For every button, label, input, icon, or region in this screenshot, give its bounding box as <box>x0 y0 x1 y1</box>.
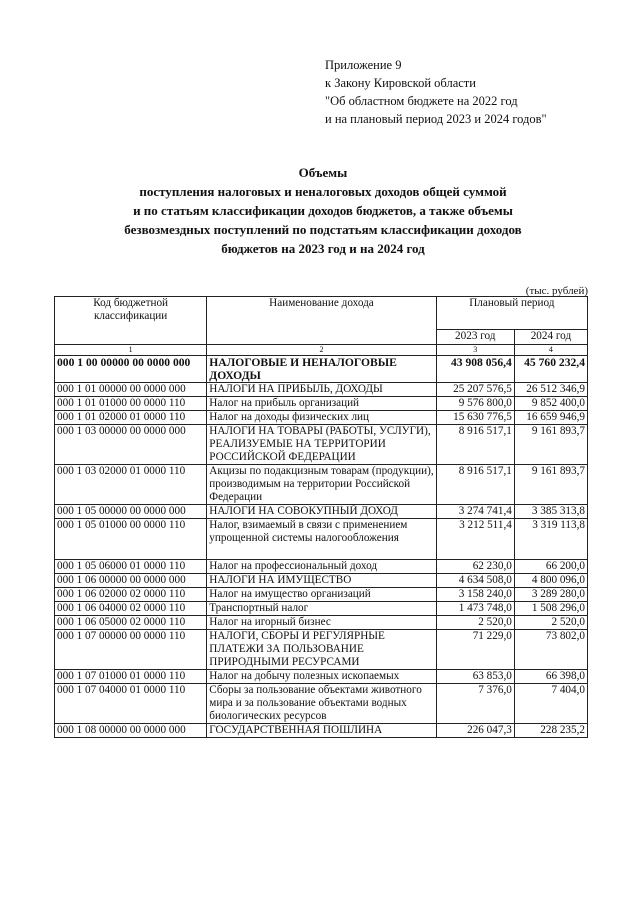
income-code: 000 1 00 00000 00 0000 000 <box>55 356 207 383</box>
budget-table <box>54 296 588 738</box>
income-name: Налог на доходы физических лиц <box>207 411 436 425</box>
title-line: Объемы <box>298 165 348 180</box>
table-row <box>55 630 588 670</box>
header-code: Код бюджетной классификации <box>55 297 207 345</box>
income-code: 000 1 05 00000 00 0000 000 <box>55 505 207 519</box>
income-code: 000 1 07 00000 00 0000 110 <box>55 630 207 670</box>
header-name: Наименование дохода <box>207 297 436 345</box>
income-code: 000 1 07 04000 01 0000 110 <box>55 684 207 724</box>
value-2024: 66 398,0 <box>514 670 587 684</box>
income-name: Акцизы по подакцизным товарам (продукции), производимым на территории Российской Федерации <box>207 465 436 505</box>
title-line: безвозмездных поступлений по подстатьям классификации доходов <box>124 222 522 237</box>
value-2023: 8 916 517,1 <box>436 425 514 465</box>
value-2023: 3 212 511,4 <box>436 519 514 560</box>
header-period: Плановый период <box>436 297 587 330</box>
value-2024: 26 512 346,9 <box>514 383 587 397</box>
value-2024: 4 800 096,0 <box>514 574 587 588</box>
value-2024: 66 200,0 <box>514 560 587 574</box>
units-note: (тыс. рублей) <box>525 285 588 297</box>
appendix-line: "Об областном бюджете на 2022 год <box>325 94 518 108</box>
income-code: 000 1 03 00000 00 0000 000 <box>55 425 207 465</box>
column-number: 1 <box>55 345 207 356</box>
table-row <box>55 519 588 560</box>
value-2023: 7 376,0 <box>436 684 514 724</box>
table-row <box>55 425 588 465</box>
income-code: 000 1 07 01000 01 0000 110 <box>55 670 207 684</box>
table-row <box>55 383 588 397</box>
income-code: 000 1 03 02000 01 0000 110 <box>55 465 207 505</box>
income-name: НАЛОГИ НА ТОВАРЫ (РАБОТЫ, УСЛУГИ), РЕАЛИЗУЕМЫЕ НА ТЕРРИТОРИИ РОССИЙСКОЙ ФЕДЕРАЦИИ <box>207 425 436 465</box>
table-row <box>55 670 588 684</box>
appendix-header <box>325 56 547 128</box>
value-2024: 2 520,0 <box>514 616 587 630</box>
income-name: НАЛОГИ НА ПРИБЫЛЬ, ДОХОДЫ <box>207 383 436 397</box>
income-name: Налог на профессиональный доход <box>207 560 436 574</box>
table-row <box>55 588 588 602</box>
income-code: 000 1 06 00000 00 0000 000 <box>55 574 207 588</box>
value-2023: 226 047,3 <box>436 724 514 738</box>
appendix-line: и на плановый период 2023 и 2024 годов" <box>325 112 547 126</box>
value-2023: 9 576 800,0 <box>436 397 514 411</box>
income-name: Налог на добычу полезных ископаемых <box>207 670 436 684</box>
income-name: Налог на игорный бизнес <box>207 616 436 630</box>
value-2023: 15 630 776,5 <box>436 411 514 425</box>
value-2024: 16 659 946,9 <box>514 411 587 425</box>
value-2024: 3 385 313,8 <box>514 505 587 519</box>
value-2024: 73 802,0 <box>514 630 587 670</box>
column-number: 4 <box>514 345 587 356</box>
table-row <box>55 505 588 519</box>
income-name: НАЛОГОВЫЕ И НЕНАЛОГОВЫЕ ДОХОДЫ <box>207 356 436 383</box>
appendix-line: Приложение 9 <box>325 58 402 72</box>
value-2023: 62 230,0 <box>436 560 514 574</box>
value-2023: 2 520,0 <box>436 616 514 630</box>
income-code: 000 1 01 00000 00 0000 000 <box>55 383 207 397</box>
column-number: 2 <box>207 345 436 356</box>
value-2023: 71 229,0 <box>436 630 514 670</box>
income-name: НАЛОГИ, СБОРЫ И РЕГУЛЯРНЫЕ ПЛАТЕЖИ ЗА ПОЛЬЗОВАНИЕ ПРИРОДНЫМИ РЕСУРСАМИ <box>207 630 436 670</box>
value-2023: 8 916 517,1 <box>436 465 514 505</box>
title-line: поступления налоговых и неналоговых доходов общей суммой <box>139 184 507 199</box>
income-code: 000 1 05 06000 01 0000 110 <box>55 560 207 574</box>
table-row <box>55 684 588 724</box>
title-line: бюджетов на 2023 год и на 2024 год <box>221 241 425 256</box>
income-code: 000 1 06 04000 02 0000 110 <box>55 602 207 616</box>
table-row <box>55 602 588 616</box>
income-name: Налог, взимаемый в связи с применением упрощенной системы налогообложения <box>207 519 436 560</box>
income-name: НАЛОГИ НА СОВОКУПНЫЙ ДОХОД <box>207 505 436 519</box>
header-year-2023: 2023 год <box>436 330 514 345</box>
income-code: 000 1 08 00000 00 0000 000 <box>55 724 207 738</box>
table-row <box>55 397 588 411</box>
value-2023: 4 634 508,0 <box>436 574 514 588</box>
income-code: 000 1 01 02000 01 0000 110 <box>55 411 207 425</box>
value-2024: 9 161 893,7 <box>514 465 587 505</box>
income-name: Транспортный налог <box>207 602 436 616</box>
income-code: 000 1 06 02000 02 0000 110 <box>55 588 207 602</box>
title-line: и по статьям классификации доходов бюджетов, а также объемы <box>133 203 513 218</box>
income-name: Сборы за пользование объектами животного мира и за пользование объектами водных биологических ресурсов <box>207 684 436 724</box>
table-row <box>55 465 588 505</box>
table-row <box>55 616 588 630</box>
value-2023: 3 274 741,4 <box>436 505 514 519</box>
table-body <box>55 356 588 738</box>
income-code: 000 1 01 01000 00 0000 110 <box>55 397 207 411</box>
value-2024: 9 161 893,7 <box>514 425 587 465</box>
column-number: 3 <box>436 345 514 356</box>
income-name: Налог на прибыль организаций <box>207 397 436 411</box>
value-2023: 63 853,0 <box>436 670 514 684</box>
value-2024: 45 760 232,4 <box>514 356 587 383</box>
value-2023: 1 473 748,0 <box>436 602 514 616</box>
income-name: ГОСУДАРСТВЕННАЯ ПОШЛИНА <box>207 724 436 738</box>
table-row <box>55 574 588 588</box>
value-2023: 43 908 056,4 <box>436 356 514 383</box>
value-2024: 3 319 113,8 <box>514 519 587 560</box>
value-2024: 3 289 280,0 <box>514 588 587 602</box>
appendix-line: к Закону Кировской области <box>325 76 476 90</box>
income-code: 000 1 05 01000 00 0000 110 <box>55 519 207 560</box>
table-row <box>55 724 588 738</box>
income-name: Налог на имущество организаций <box>207 588 436 602</box>
table-row <box>55 356 588 383</box>
value-2024: 228 235,2 <box>514 724 587 738</box>
income-code: 000 1 06 05000 02 0000 110 <box>55 616 207 630</box>
value-2024: 7 404,0 <box>514 684 587 724</box>
header-year-2024: 2024 год <box>514 330 587 345</box>
table-row <box>55 411 588 425</box>
value-2023: 25 207 576,5 <box>436 383 514 397</box>
value-2024: 9 852 400,0 <box>514 397 587 411</box>
value-2023: 3 158 240,0 <box>436 588 514 602</box>
income-name: НАЛОГИ НА ИМУЩЕСТВО <box>207 574 436 588</box>
table-row <box>55 560 588 574</box>
document-title <box>60 163 586 258</box>
value-2024: 1 508 296,0 <box>514 602 587 616</box>
